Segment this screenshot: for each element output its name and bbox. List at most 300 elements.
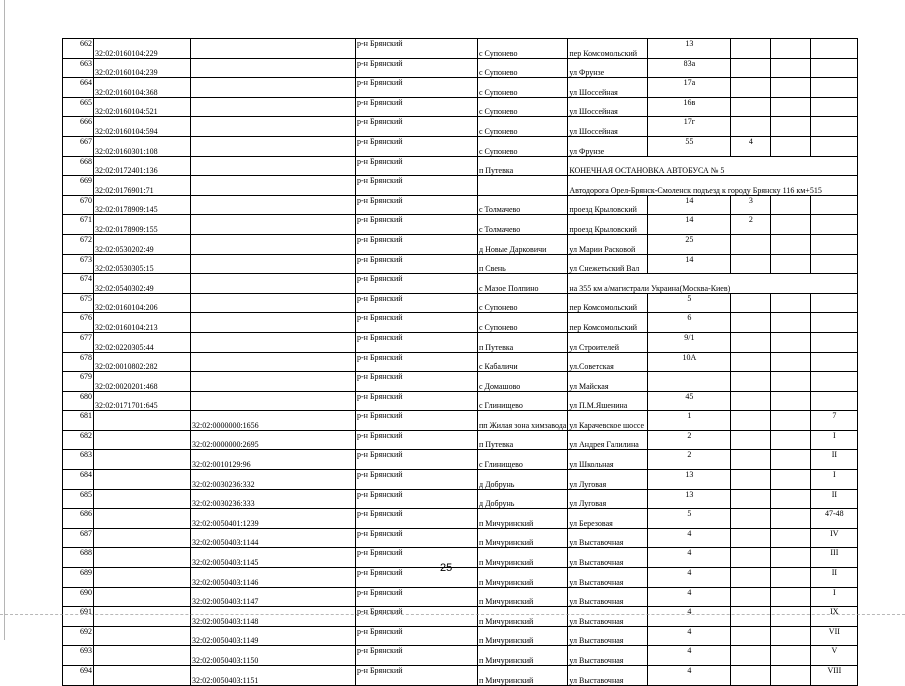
- street-cell: ул Андрея Галилина: [568, 430, 648, 450]
- street-cell: ул Карачевское шоссе: [568, 411, 648, 431]
- street-cell: ул.Советская: [568, 352, 648, 372]
- cadastral-number-alt-cell: 32:02:0050403:1151: [191, 666, 356, 686]
- house-number-cell: 83а: [648, 58, 731, 78]
- building-cell: [731, 352, 771, 372]
- room-cell: II: [811, 568, 858, 588]
- street-cell: ул Снежетьский Вал: [568, 254, 648, 274]
- cadastral-number-alt-cell: 32:02:0010129:96: [191, 450, 356, 470]
- row-number-cell: 674: [63, 274, 94, 294]
- street-cell: проезд Крыловский: [568, 215, 648, 235]
- cadastral-number-cell: [94, 587, 191, 607]
- table-row: [63, 117, 858, 137]
- row-number-cell: 692: [63, 626, 94, 646]
- row-number-cell: 673: [63, 254, 94, 274]
- extra-cell: [771, 509, 811, 529]
- house-number-cell: 14: [648, 254, 731, 274]
- district-cell: р-н Брянский: [356, 274, 478, 294]
- building-cell: [731, 391, 771, 411]
- cadastral-number-alt-cell: [191, 78, 356, 98]
- row-number-cell: 677: [63, 332, 94, 352]
- room-cell: [811, 372, 858, 392]
- row-number-cell: 666: [63, 117, 94, 137]
- extra-cell: [771, 568, 811, 588]
- district-cell: р-н Брянский: [356, 372, 478, 392]
- cadastral-number-alt-cell: 32:02:0050403:1147: [191, 587, 356, 607]
- street-cell: ул Выставочная: [568, 548, 648, 568]
- street-cell: ул Выставочная: [568, 626, 648, 646]
- settlement-cell: п Мичуринский: [478, 548, 568, 568]
- settlement-cell: с Мазое Полпино: [478, 274, 568, 294]
- room-cell: I: [811, 587, 858, 607]
- street-cell: ул Фрунзе: [568, 136, 648, 156]
- register-table-body: [63, 39, 858, 686]
- house-number-cell: 16в: [648, 97, 731, 117]
- building-cell: [731, 254, 771, 274]
- street-cell: ул Шоссейная: [568, 78, 648, 98]
- extra-cell: [771, 78, 811, 98]
- row-number-cell: 676: [63, 313, 94, 333]
- row-number-cell: 664: [63, 78, 94, 98]
- extra-cell: [771, 313, 811, 333]
- room-cell: [811, 293, 858, 313]
- settlement-cell: с Домашово: [478, 372, 568, 392]
- settlement-cell: с Супонево: [478, 97, 568, 117]
- row-number-cell: 684: [63, 470, 94, 490]
- district-cell: р-н Брянский: [356, 313, 478, 333]
- street-cell: ул П.М.Яшенина: [568, 391, 648, 411]
- street-cell: ул Выставочная: [568, 646, 648, 666]
- table-row: [63, 176, 858, 196]
- table-row: [63, 391, 858, 411]
- table-row: [63, 626, 858, 646]
- extra-cell: [771, 136, 811, 156]
- settlement-cell: п Свень: [478, 254, 568, 274]
- district-cell: р-н Брянский: [356, 666, 478, 686]
- house-number-cell: 4: [648, 666, 731, 686]
- street-cell: ул Березовая: [568, 509, 648, 529]
- street-cell: ул Луговая: [568, 489, 648, 509]
- street-cell: пер Комсомольский: [568, 313, 648, 333]
- table-row: [63, 215, 858, 235]
- house-number-cell: 4: [648, 528, 731, 548]
- cadastral-number-alt-cell: [191, 136, 356, 156]
- room-cell: [811, 215, 858, 235]
- cadastral-number-alt-cell: [191, 391, 356, 411]
- room-cell: I: [811, 470, 858, 490]
- cadastral-number-cell: 32:02:0160104:229: [94, 39, 191, 59]
- extra-cell: [771, 372, 811, 392]
- room-cell: [811, 136, 858, 156]
- table-row: [63, 234, 858, 254]
- cadastral-number-alt-cell: [191, 372, 356, 392]
- room-cell: [811, 332, 858, 352]
- building-cell: [731, 587, 771, 607]
- street-cell: ул Выставочная: [568, 568, 648, 588]
- district-cell: р-н Брянский: [356, 470, 478, 490]
- extra-cell: [771, 254, 811, 274]
- district-cell: р-н Брянский: [356, 568, 478, 588]
- row-number-cell: 687: [63, 528, 94, 548]
- cadastral-number-cell: [94, 509, 191, 529]
- settlement-cell: п Мичуринский: [478, 646, 568, 666]
- room-cell: 7: [811, 411, 858, 431]
- settlement-cell: п Мичуринский: [478, 587, 568, 607]
- settlement-cell: п Путевка: [478, 156, 568, 176]
- row-number-cell: 694: [63, 666, 94, 686]
- cadastral-number-alt-cell: 32:02:0050403:1149: [191, 626, 356, 646]
- cadastral-number-cell: 32:02:0172401:136: [94, 156, 191, 176]
- cadastral-number-alt-cell: 32:02:0030236:332: [191, 470, 356, 490]
- building-cell: [731, 450, 771, 470]
- settlement-cell: п Мичуринский: [478, 528, 568, 548]
- cadastral-number-alt-cell: [191, 332, 356, 352]
- room-cell: [811, 352, 858, 372]
- house-number-cell: 13: [648, 489, 731, 509]
- district-cell: р-н Брянский: [356, 215, 478, 235]
- cadastral-number-cell: 32:02:0020201:468: [94, 372, 191, 392]
- table-row: [63, 58, 858, 78]
- settlement-cell: п Путевка: [478, 332, 568, 352]
- extra-cell: [771, 626, 811, 646]
- table-row: [63, 646, 858, 666]
- district-cell: р-н Брянский: [356, 58, 478, 78]
- district-cell: р-н Брянский: [356, 391, 478, 411]
- row-number-cell: 685: [63, 489, 94, 509]
- settlement-cell: п Мичуринский: [478, 509, 568, 529]
- building-cell: [731, 646, 771, 666]
- building-cell: [731, 97, 771, 117]
- extra-cell: [771, 117, 811, 137]
- house-number-cell: 4: [648, 646, 731, 666]
- table-row: [63, 430, 858, 450]
- cadastral-number-cell: 32:02:0220305:44: [94, 332, 191, 352]
- table-row: [63, 97, 858, 117]
- table-row: [63, 352, 858, 372]
- cadastral-number-cell: 32:02:0176901:71: [94, 176, 191, 196]
- room-cell: II: [811, 450, 858, 470]
- house-number-cell: 55: [648, 136, 731, 156]
- cadastral-number-cell: 32:02:0160104:213: [94, 313, 191, 333]
- street-cell: ул Марии Расковой: [568, 234, 648, 254]
- table-row: [63, 548, 858, 568]
- district-cell: р-н Брянский: [356, 587, 478, 607]
- cadastral-number-alt-cell: [191, 39, 356, 59]
- district-cell: р-н Брянский: [356, 607, 478, 627]
- house-number-cell: 4: [648, 568, 731, 588]
- room-cell: VII: [811, 626, 858, 646]
- district-cell: р-н Брянский: [356, 176, 478, 196]
- settlement-cell: п Мичуринский: [478, 607, 568, 627]
- room-cell: I: [811, 430, 858, 450]
- room-cell: [811, 58, 858, 78]
- house-number-cell: 14: [648, 215, 731, 235]
- room-cell: 47-48: [811, 509, 858, 529]
- table-row: [63, 509, 858, 529]
- extra-cell: [771, 489, 811, 509]
- street-cell: пер Комсомольский: [568, 293, 648, 313]
- house-number-cell: 6: [648, 313, 731, 333]
- table-row: [63, 136, 858, 156]
- table-row: [63, 78, 858, 98]
- room-cell: V: [811, 646, 858, 666]
- scan-edge-line: [4, 0, 5, 640]
- street-cell: ул Шоссейная: [568, 97, 648, 117]
- building-cell: [731, 78, 771, 98]
- building-cell: [731, 528, 771, 548]
- building-cell: [731, 666, 771, 686]
- row-number-cell: 669: [63, 176, 94, 196]
- house-number-cell: 17г: [648, 117, 731, 137]
- cadastral-number-cell: 32:02:0160104:239: [94, 58, 191, 78]
- room-cell: [811, 391, 858, 411]
- address-note-cell: на 355 км а/магистрали Украина(Москва-Киев): [568, 274, 858, 294]
- cadastral-number-cell: 32:02:0178909:145: [94, 195, 191, 215]
- house-number-cell: 4: [648, 607, 731, 627]
- room-cell: VIII: [811, 666, 858, 686]
- cadastral-number-cell: 32:02:0160104:594: [94, 117, 191, 137]
- table-row: [63, 313, 858, 333]
- extra-cell: [771, 528, 811, 548]
- table-row: [63, 274, 858, 294]
- settlement-cell: д Добрунь: [478, 489, 568, 509]
- settlement-cell: с Толмачево: [478, 195, 568, 215]
- cadastral-number-alt-cell: 32:02:0050403:1145: [191, 548, 356, 568]
- building-cell: [731, 372, 771, 392]
- building-cell: [731, 509, 771, 529]
- extra-cell: [771, 39, 811, 59]
- settlement-cell: с Кабаличи: [478, 352, 568, 372]
- extra-cell: [771, 450, 811, 470]
- cadastral-number-cell: 32:02:0530202:49: [94, 234, 191, 254]
- table-row: [63, 489, 858, 509]
- district-cell: р-н Брянский: [356, 254, 478, 274]
- row-number-cell: 690: [63, 587, 94, 607]
- row-number-cell: 686: [63, 509, 94, 529]
- settlement-cell: п Мичуринский: [478, 626, 568, 646]
- district-cell: р-н Брянский: [356, 39, 478, 59]
- cadastral-number-cell: 32:02:0530305:15: [94, 254, 191, 274]
- district-cell: р-н Брянский: [356, 489, 478, 509]
- table-row: [63, 254, 858, 274]
- settlement-cell: д Новые Дарковичи: [478, 234, 568, 254]
- row-number-cell: 682: [63, 430, 94, 450]
- extra-cell: [771, 548, 811, 568]
- building-cell: [731, 293, 771, 313]
- district-cell: р-н Брянский: [356, 97, 478, 117]
- row-number-cell: 662: [63, 39, 94, 59]
- house-number-cell: 10А: [648, 352, 731, 372]
- district-cell: р-н Брянский: [356, 509, 478, 529]
- cadastral-number-cell: [94, 470, 191, 490]
- cadastral-number-alt-cell: [191, 274, 356, 294]
- cadastral-number-alt-cell: [191, 215, 356, 235]
- building-cell: 4: [731, 136, 771, 156]
- scan-bottom-artifact: [0, 614, 905, 615]
- row-number-cell: 663: [63, 58, 94, 78]
- settlement-cell: с Супонево: [478, 293, 568, 313]
- cadastral-number-cell: [94, 568, 191, 588]
- cadastral-number-alt-cell: [191, 234, 356, 254]
- table-row: [63, 195, 858, 215]
- building-cell: [731, 58, 771, 78]
- extra-cell: [771, 293, 811, 313]
- building-cell: [731, 39, 771, 59]
- building-cell: [731, 332, 771, 352]
- settlement-cell: п Мичуринский: [478, 568, 568, 588]
- extra-cell: [771, 215, 811, 235]
- district-cell: р-н Брянский: [356, 156, 478, 176]
- district-cell: р-н Брянский: [356, 646, 478, 666]
- street-cell: пер Комсомольский: [568, 39, 648, 59]
- row-number-cell: 665: [63, 97, 94, 117]
- extra-cell: [771, 411, 811, 431]
- row-number-cell: 683: [63, 450, 94, 470]
- extra-cell: [771, 587, 811, 607]
- extra-cell: [771, 352, 811, 372]
- district-cell: р-н Брянский: [356, 528, 478, 548]
- table-row: [63, 39, 858, 59]
- district-cell: р-н Брянский: [356, 136, 478, 156]
- row-number-cell: 693: [63, 646, 94, 666]
- house-number-cell: 4: [648, 587, 731, 607]
- settlement-cell: с Глинищево: [478, 391, 568, 411]
- cadastral-number-cell: [94, 607, 191, 627]
- cadastral-number-cell: [94, 411, 191, 431]
- settlement-cell: с Супонево: [478, 117, 568, 137]
- extra-cell: [771, 97, 811, 117]
- cadastral-number-cell: 32:02:0160104:368: [94, 78, 191, 98]
- building-cell: [731, 489, 771, 509]
- row-number-cell: 670: [63, 195, 94, 215]
- cadastral-number-cell: 32:02:0160104:521: [94, 97, 191, 117]
- extra-cell: [771, 195, 811, 215]
- extra-cell: [771, 666, 811, 686]
- table-row: [63, 587, 858, 607]
- row-number-cell: 688: [63, 548, 94, 568]
- street-cell: проезд Крыловский: [568, 195, 648, 215]
- building-cell: 2: [731, 215, 771, 235]
- extra-cell: [771, 332, 811, 352]
- district-cell: р-н Брянский: [356, 626, 478, 646]
- table-row: [63, 332, 858, 352]
- cadastral-number-cell: [94, 430, 191, 450]
- cadastral-number-alt-cell: 32:02:0050403:1144: [191, 528, 356, 548]
- cadastral-number-cell: [94, 528, 191, 548]
- settlement-cell: п Мичуринский: [478, 666, 568, 686]
- building-cell: [731, 313, 771, 333]
- table-row: [63, 470, 858, 490]
- district-cell: р-н Брянский: [356, 195, 478, 215]
- cadastral-number-alt-cell: 32:02:0050401:1239: [191, 509, 356, 529]
- house-number-cell: 13: [648, 470, 731, 490]
- street-cell: ул Луговая: [568, 470, 648, 490]
- row-number-cell: 689: [63, 568, 94, 588]
- table-row: [63, 411, 858, 431]
- cadastral-number-cell: 32:02:0160301:108: [94, 136, 191, 156]
- street-cell: ул Выставочная: [568, 607, 648, 627]
- building-cell: [731, 626, 771, 646]
- street-cell: ул Выставочная: [568, 528, 648, 548]
- table-row: [63, 372, 858, 392]
- table-row: [63, 156, 858, 176]
- room-cell: [811, 39, 858, 59]
- extra-cell: [771, 234, 811, 254]
- cadastral-number-alt-cell: 32:02:0030236:333: [191, 489, 356, 509]
- house-number-cell: 1: [648, 411, 731, 431]
- cadastral-number-alt-cell: 32:02:0000000:1656: [191, 411, 356, 431]
- house-number-cell: 25: [648, 234, 731, 254]
- cadastral-number-alt-cell: [191, 97, 356, 117]
- cadastral-number-alt-cell: 32:02:0050403:1150: [191, 646, 356, 666]
- building-cell: [731, 470, 771, 490]
- district-cell: р-н Брянский: [356, 234, 478, 254]
- room-cell: [811, 234, 858, 254]
- settlement-cell: [478, 176, 568, 196]
- address-note-cell: Автодорога Орел-Брянск-Смоленск подъезд к городу Брянску 116 км+515: [568, 176, 858, 196]
- cadastral-number-alt-cell: [191, 293, 356, 313]
- row-number-cell: 672: [63, 234, 94, 254]
- house-number-cell: 45: [648, 391, 731, 411]
- settlement-cell: с Глинищево: [478, 450, 568, 470]
- cadastral-number-cell: 32:02:0171701:645: [94, 391, 191, 411]
- extra-cell: [771, 646, 811, 666]
- street-cell: ул Фрунзе: [568, 58, 648, 78]
- row-number-cell: 675: [63, 293, 94, 313]
- settlement-cell: с Супонево: [478, 39, 568, 59]
- room-cell: [811, 195, 858, 215]
- extra-cell: [771, 391, 811, 411]
- row-number-cell: 667: [63, 136, 94, 156]
- street-cell: ул Строителей: [568, 332, 648, 352]
- cadastral-number-alt-cell: [191, 352, 356, 372]
- row-number-cell: 678: [63, 352, 94, 372]
- house-number-cell: 2: [648, 450, 731, 470]
- cadastral-number-alt-cell: [191, 156, 356, 176]
- district-cell: р-н Брянский: [356, 430, 478, 450]
- settlement-cell: с Супонево: [478, 58, 568, 78]
- table-row: [63, 293, 858, 313]
- cadastral-number-cell: [94, 450, 191, 470]
- building-cell: [731, 234, 771, 254]
- house-number-cell: 17а: [648, 78, 731, 98]
- cadastral-number-cell: 32:02:0540302:49: [94, 274, 191, 294]
- cadastral-number-alt-cell: 32:02:0050403:1148: [191, 607, 356, 627]
- district-cell: р-н Брянский: [356, 411, 478, 431]
- room-cell: III: [811, 548, 858, 568]
- row-number-cell: 691: [63, 607, 94, 627]
- room-cell: II: [811, 489, 858, 509]
- cadastral-number-alt-cell: [191, 254, 356, 274]
- cadastral-number-alt-cell: 32:02:0050403:1146: [191, 568, 356, 588]
- district-cell: р-н Брянский: [356, 332, 478, 352]
- settlement-cell: с Супонево: [478, 313, 568, 333]
- cadastral-number-cell: 32:02:0178909:155: [94, 215, 191, 235]
- register-sheet: [62, 38, 858, 686]
- building-cell: [731, 568, 771, 588]
- district-cell: р-н Брянский: [356, 548, 478, 568]
- page-number: 25: [440, 562, 453, 574]
- table-row: [63, 450, 858, 470]
- address-note-cell: КОНЕЧНАЯ ОСТАНОВКА АВТОБУСА № 5: [568, 156, 858, 176]
- row-number-cell: 671: [63, 215, 94, 235]
- room-cell: [811, 254, 858, 274]
- building-cell: [731, 117, 771, 137]
- house-number-cell: 5: [648, 293, 731, 313]
- district-cell: р-н Брянский: [356, 450, 478, 470]
- house-number-cell: 5: [648, 509, 731, 529]
- house-number-cell: 13: [648, 39, 731, 59]
- district-cell: р-н Брянский: [356, 352, 478, 372]
